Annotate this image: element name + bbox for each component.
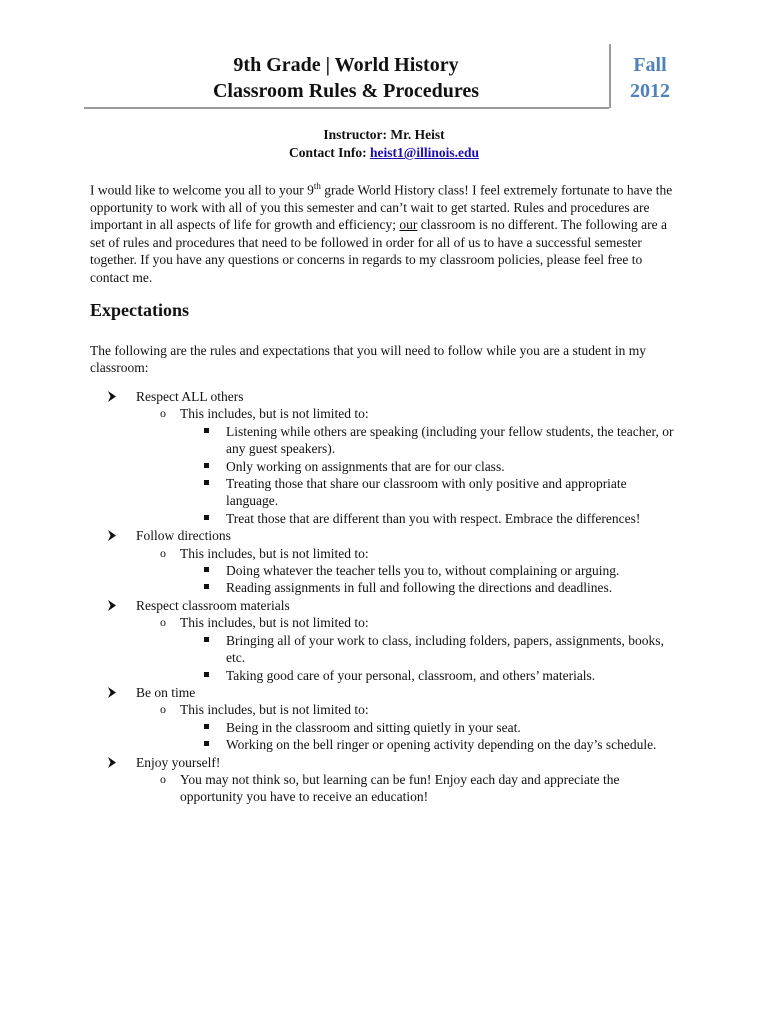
rule-detail-text: Reading assignments in full and following the directions and deadlines. [226, 580, 613, 596]
section-heading-expectations: Expectations [90, 300, 189, 320]
square-bullet-icon [204, 428, 209, 433]
rule-item [90, 597, 680, 614]
contact-label: Contact Info: [289, 145, 371, 160]
arrow-bullet-icon [108, 530, 116, 541]
instructor-name: Instructor: Mr. Heist [323, 127, 445, 142]
rule-detail [90, 475, 680, 510]
square-bullet-icon [204, 584, 209, 589]
rule-detail-text: Listening while others are speaking (including your fellow students, the teacher, or any guest speakers). [226, 423, 674, 457]
square-bullet-icon [204, 463, 209, 468]
rule-item [90, 527, 680, 544]
rule-detail-text: Only working on assignments that are for our class. [226, 458, 505, 474]
circle-bullet-icon: o [160, 545, 166, 560]
arrow-bullet-icon [108, 757, 116, 768]
rule-detail [90, 736, 680, 753]
contact-info [90, 144, 678, 162]
rule-title: Enjoy yourself! [136, 754, 221, 770]
rule-subitem-text: This includes, but is not limited to: [180, 702, 369, 718]
circle-bullet-icon: o [160, 406, 166, 421]
header-horizontal-rule [84, 107, 609, 109]
rule-detail-text: Taking good care of your personal, classroom, and others’ materials. [226, 667, 596, 683]
rule-subitem-text: This includes, but is not limited to: [180, 615, 369, 631]
circle-bullet-icon: o [160, 615, 166, 630]
title-line-course: 9th Grade | World History [233, 54, 459, 76]
rule-detail-text: Treat those that are different than you with respect. Embrace the differences! [226, 510, 641, 526]
semester-term: Fall [633, 54, 667, 76]
intro-underlined-word: our [399, 217, 418, 233]
circle-bullet-icon: o [160, 702, 166, 717]
circle-bullet-icon: o [160, 771, 166, 786]
rule-detail-text: Bringing all of your work to class, including folders, papers, assignments, books, etc. [226, 632, 664, 666]
rule-detail [90, 562, 680, 579]
square-bullet-icon [204, 672, 209, 677]
rule-title: Follow directions [136, 528, 231, 544]
arrow-bullet-icon [108, 600, 116, 611]
intro-superscript: th [313, 181, 321, 191]
square-bullet-icon [204, 724, 209, 729]
rule-item [90, 388, 680, 405]
rule-subitem [90, 771, 680, 806]
rule-subitem [90, 701, 680, 718]
square-bullet-icon [204, 637, 209, 642]
square-bullet-icon [204, 567, 209, 572]
rule-subitem [90, 614, 680, 631]
square-bullet-icon [204, 515, 209, 520]
instructor-block [90, 126, 678, 162]
arrow-bullet-icon [108, 391, 116, 402]
header-vertical-rule [609, 44, 611, 108]
rule-subitem-text: This includes, but is not limited to: [180, 545, 369, 561]
rule-title: Be on time [136, 684, 196, 700]
arrow-bullet-icon [108, 687, 116, 698]
rule-subitem-text: This includes, but is not limited to: [180, 406, 369, 422]
document-title [84, 52, 608, 104]
rule-subitem-text: You may not think so, but learning can be fun! Enjoy each day and appreciate the opportunity you have to receive an education! [180, 771, 620, 805]
rule-detail-text: Working on the bell ringer or opening activity depending on the day’s schedule. [226, 737, 657, 753]
semester-year: 2012 [630, 80, 670, 102]
intro-text-3: classroom is no different. The following are a set of rules and procedures that need to be followed in order for all of us to have a successful semester together. If you have any questions or concerns in regards to my classroom policies, please feel free to contact me. [90, 217, 667, 285]
rule-title: Respect classroom materials [136, 597, 290, 613]
rule-detail [90, 632, 680, 667]
rule-detail [90, 579, 680, 596]
rule-item [90, 754, 680, 771]
rule-detail [90, 719, 680, 736]
rule-detail [90, 423, 680, 458]
rule-detail-text: Treating those that share our classroom with only positive and appropriate language. [226, 476, 627, 509]
rule-subitem [90, 545, 680, 562]
rules-list [90, 388, 680, 806]
square-bullet-icon [204, 480, 209, 485]
semester-label [620, 52, 680, 104]
rule-title: Respect ALL others [136, 389, 244, 404]
intro-text-2: grade World History class! I feel extremely fortunate to have the opportunity to work with all of you this semester and can’t wait to get started. Rules and procedures are important in all aspects of life for growth and efficiency; [90, 182, 673, 233]
rule-detail-text: Being in the classroom and sitting quietly in your seat. [226, 719, 521, 735]
document-header [84, 44, 684, 108]
intro-paragraph [90, 178, 680, 286]
email-link[interactable]: heist1@illinois.edu [370, 145, 479, 160]
square-bullet-icon [204, 741, 209, 746]
rule-subitem [90, 405, 680, 422]
intro-text-1: I would like to welcome you all to your 9 [90, 182, 314, 198]
expectations-lead: The following are the rules and expectations that you will need to follow while you are a student in my classroom: [90, 343, 646, 376]
title-line-subject: Classroom Rules & Procedures [212, 80, 480, 102]
rule-detail [90, 667, 680, 684]
rule-item [90, 684, 680, 701]
rule-detail-text: Doing whatever the teacher tells you to, without complaining or arguing. [226, 563, 620, 579]
rule-detail [90, 510, 680, 527]
rule-detail [90, 458, 680, 475]
